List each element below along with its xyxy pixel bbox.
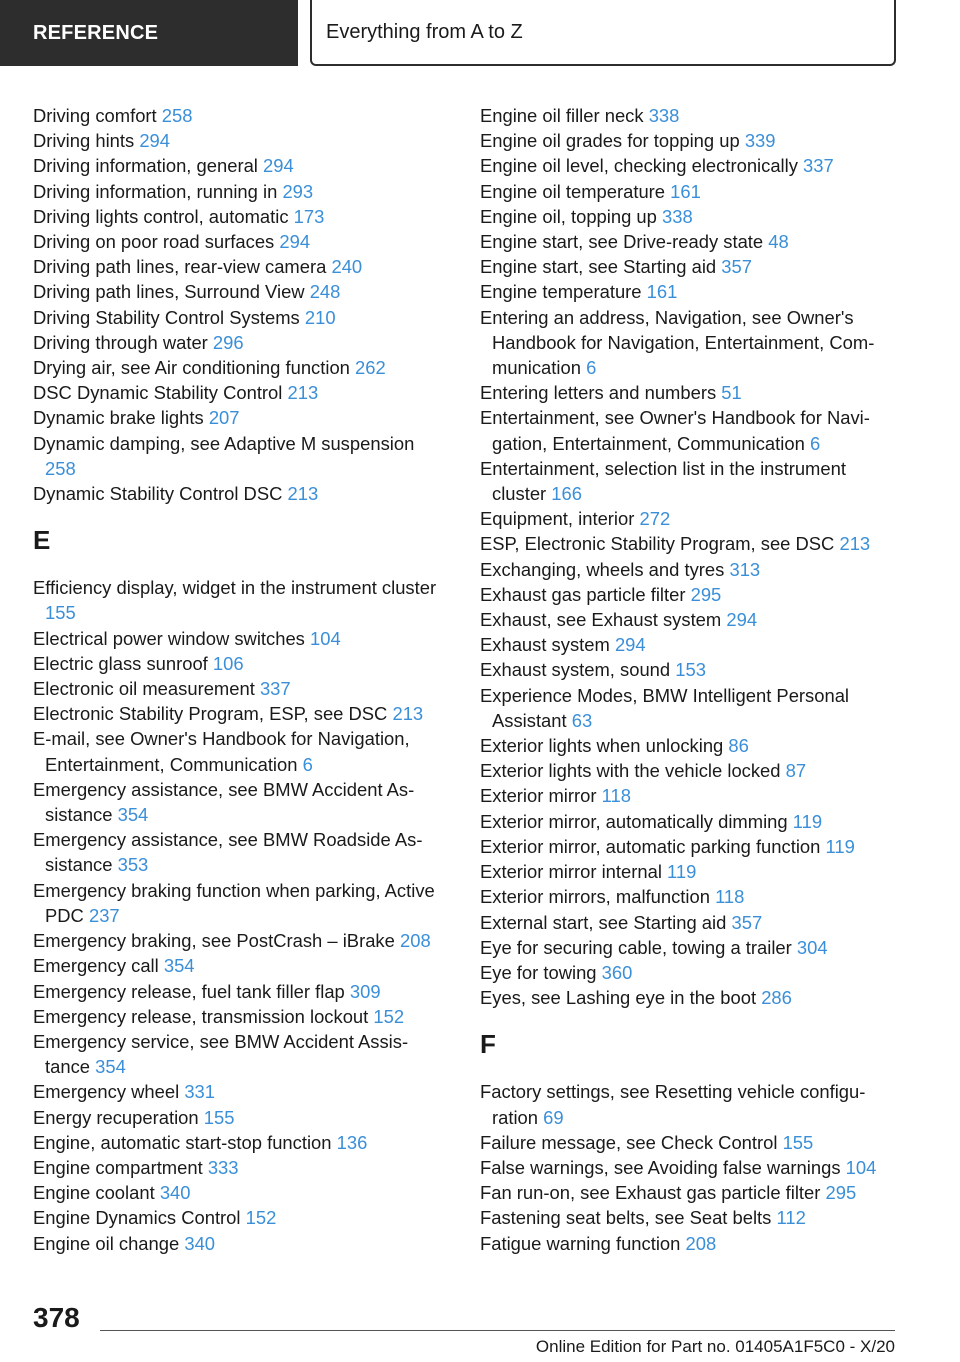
- index-entry: [33, 575, 445, 625]
- index-entry: [480, 254, 892, 279]
- index-entry-term: Fan run-on, see Exhaust gas particle filter: [480, 1182, 821, 1204]
- index-entry-term: Driving information, running in: [33, 180, 278, 202]
- index-entry: [33, 481, 445, 506]
- index-entry: [480, 128, 892, 153]
- page-reference-link[interactable]: 340: [159, 1182, 191, 1204]
- page-reference-link[interactable]: 258: [45, 457, 76, 479]
- index-entry-term: Experience Modes, BMW Intelligent Personal Assistant: [480, 684, 850, 731]
- index-entry: [480, 859, 892, 884]
- index-entry-term: Exhaust gas particle filter: [480, 583, 686, 605]
- page-reference-link[interactable]: 119: [792, 810, 823, 832]
- page-reference-link[interactable]: 213: [287, 382, 319, 404]
- index-entry-term: E-mail, see Owner's Handbook for Navigation, Entertainment, Communication: [33, 728, 410, 775]
- page-reference-link[interactable]: 337: [803, 155, 834, 177]
- index-entry-term: Emergency braking function when parking, Active PDC: [33, 879, 435, 926]
- page-reference-link[interactable]: 155: [45, 602, 76, 624]
- page-reference-link[interactable]: 155: [203, 1106, 235, 1128]
- page-reference-link[interactable]: 213: [839, 533, 871, 555]
- page-reference-link[interactable]: 152: [245, 1207, 277, 1229]
- index-entry-term: Engine start, see Starting aid: [480, 256, 717, 278]
- index-entry: [480, 758, 892, 783]
- index-entry-term: Driving hints: [33, 130, 135, 152]
- index-entry: [480, 834, 892, 859]
- index-entry: [480, 1205, 892, 1230]
- index-column-right: [480, 103, 892, 1256]
- index-entry-term: Factory settings, see Resetting vehicle configuration: [480, 1081, 866, 1128]
- index-entry-term: Engine oil level, checking electronically: [480, 155, 798, 177]
- index-entry: [480, 733, 892, 758]
- index-entry: [33, 1029, 445, 1079]
- index-entry: [480, 380, 892, 405]
- index-entry-term: Driving Stability Control Systems: [33, 306, 300, 328]
- index-entry: [480, 405, 892, 455]
- page-reference-link[interactable]: 294: [726, 609, 758, 631]
- index-entry: [33, 204, 445, 229]
- index-letter-heading: F: [480, 1029, 496, 1060]
- index-entry: [480, 557, 892, 582]
- index-entry: [33, 405, 445, 430]
- index-entry: [480, 153, 892, 178]
- index-entry: [33, 179, 445, 204]
- index-entry-term: Exhaust system: [480, 634, 610, 656]
- index-entry: [33, 878, 445, 928]
- index-entry: [480, 1155, 892, 1180]
- index-entry-term: Entertainment, selection list in the instrument cluster: [480, 457, 846, 505]
- page-reference-link[interactable]: 166: [551, 483, 582, 505]
- page-reference-link[interactable]: 112: [776, 1207, 806, 1229]
- index-entry: [33, 979, 445, 1004]
- page-header: [0, 0, 960, 66]
- page-reference-link[interactable]: 309: [349, 980, 381, 1002]
- index-entry-term: Emergency assistance, see BMW Accident Assistance: [33, 778, 415, 826]
- page-reference-link[interactable]: 87: [785, 760, 807, 782]
- page-reference-link[interactable]: 161: [646, 281, 678, 303]
- index-entry-term: Equipment, interior: [480, 508, 635, 530]
- index-entry-term: Fastening seat belts, see Seat belts: [480, 1207, 772, 1229]
- page-reference-link[interactable]: 153: [675, 659, 706, 681]
- index-entry: [33, 777, 445, 827]
- index-entry-term: Eye for securing cable, towing a trailer: [480, 936, 792, 958]
- index-letter-heading: E: [33, 525, 51, 556]
- index-entry: [33, 254, 445, 279]
- index-entry-term: Energy recuperation: [33, 1106, 199, 1128]
- index-entry: [480, 683, 892, 733]
- page-reference-link[interactable]: 152: [373, 1005, 405, 1027]
- page-number: 378: [33, 1302, 80, 1333]
- index-entry: [33, 626, 445, 651]
- index-entry-term: Engine, automatic start-stop function: [33, 1131, 332, 1153]
- index-entry: [480, 607, 892, 632]
- index-entry: [33, 1231, 445, 1256]
- index-entry-term: Driving path lines, Surround View: [33, 281, 305, 303]
- index-entry-term: Electric glass sunroof: [33, 652, 208, 674]
- index-entry: [33, 1155, 445, 1180]
- index-entry: [480, 305, 892, 381]
- index-entry-term: Entering an address, Navigation, see Owner's Handbook for Navigation, Entertainment, Communication: [480, 306, 875, 379]
- index-entry: [480, 1079, 892, 1129]
- page-reference-link[interactable]: 207: [208, 407, 240, 429]
- page-reference-link[interactable]: 48: [768, 231, 789, 253]
- index-entry-term: Driving comfort: [33, 105, 157, 126]
- page-reference-link[interactable]: 295: [825, 1182, 857, 1204]
- page-reference-link[interactable]: 106: [212, 652, 244, 674]
- index-entry-term: Engine compartment: [33, 1156, 203, 1178]
- page-reference-link[interactable]: 237: [88, 904, 120, 926]
- page-reference-link[interactable]: 248: [309, 281, 341, 303]
- index-entry-term: Emergency assistance, see BMW Roadside Assistance: [33, 829, 423, 876]
- index-entry-term: Engine oil grades for topping up: [480, 130, 740, 152]
- page-reference-link[interactable]: 353: [117, 854, 149, 876]
- index-entry-term: Entering letters and numbers: [480, 382, 717, 404]
- index-entry-term: Drying air, see Air conditioning function: [33, 357, 350, 379]
- index-entry: [33, 279, 445, 304]
- index-entry: [33, 355, 445, 380]
- index-entry-term: Exterior lights when unlocking: [480, 735, 724, 757]
- index-entry-term: Eye for towing: [480, 961, 597, 983]
- page-reference-link[interactable]: 272: [639, 508, 671, 530]
- index-entry: [33, 153, 445, 178]
- index-entry-term: Exchanging, wheels and tyres: [480, 558, 725, 580]
- index-entry-term: Failure message, see Check Control: [480, 1131, 778, 1153]
- index-entry-term: False warnings, see Avoiding false warnings: [480, 1156, 841, 1178]
- index-entry: [33, 827, 445, 877]
- page-reference-link[interactable]: 294: [614, 634, 646, 656]
- index-entry-term: Engine oil temperature: [480, 180, 666, 202]
- index-entry-term: External start, see Starting aid: [480, 911, 727, 933]
- index-entry: [480, 531, 892, 556]
- index-entry: [33, 1205, 445, 1230]
- page-reference-link[interactable]: 118: [715, 886, 745, 908]
- page-reference-link[interactable]: 6: [809, 432, 821, 454]
- index-entry-term: Emergency release, transmission lockout: [33, 1005, 369, 1027]
- page-reference-link[interactable]: 294: [139, 130, 170, 152]
- index-entry-term: Engine start, see Drive-ready state: [480, 231, 764, 253]
- page-reference-link[interactable]: 339: [744, 130, 776, 152]
- index-column-left: [33, 103, 445, 1256]
- index-entry-term: Engine oil filler neck: [480, 105, 644, 126]
- index-entry-term: ESP, Electronic Stability Program, see DSC: [480, 533, 835, 555]
- page-reference-link[interactable]: 357: [731, 911, 763, 933]
- footer-edition: Online Edition for Part no. 01405A1F5C0 - X/20: [535, 1337, 895, 1356]
- index-entry-term: Eyes, see Lashing eye in the boot: [480, 987, 757, 1009]
- index-entry: [33, 380, 445, 405]
- index-entry: [33, 1079, 445, 1104]
- index-entry: [33, 305, 445, 330]
- index-entry-term: Exterior mirror, automatic parking function: [480, 835, 821, 857]
- page-reference-link[interactable]: 119: [825, 835, 855, 857]
- index-entry-term: Emergency braking, see PostCrash – iBrake: [33, 930, 395, 952]
- page-reference-link[interactable]: 86: [728, 735, 749, 757]
- page-reference-link[interactable]: 286: [761, 987, 792, 1009]
- index-entry: [480, 582, 892, 607]
- index-entry-term: Exterior mirror internal: [480, 861, 662, 883]
- page-reference-link[interactable]: 240: [331, 256, 363, 278]
- index-entry: [33, 1180, 445, 1205]
- page-reference-link[interactable]: 354: [117, 804, 149, 826]
- page-reference-link[interactable]: 338: [648, 105, 680, 126]
- index-entry-term: Emergency release, fuel tank filler flap: [33, 980, 345, 1002]
- page-reference-link[interactable]: 338: [662, 205, 693, 227]
- index-entry: [33, 651, 445, 676]
- index-entry: [480, 1130, 892, 1155]
- index-entry: [480, 229, 892, 254]
- index-entry: [33, 1105, 445, 1130]
- index-entry-term: Driving on poor road surfaces: [33, 231, 275, 253]
- index-entry: [480, 985, 892, 1010]
- page-reference-link[interactable]: 136: [336, 1131, 368, 1153]
- index-entry-term: Electronic oil measurement: [33, 678, 255, 700]
- index-entry: [33, 431, 445, 481]
- page-reference-link[interactable]: 313: [729, 558, 761, 580]
- page-reference-link[interactable]: 118: [601, 785, 631, 807]
- index-entry-term: Entertainment, see Owner's Handbook for Navigation, Entertainment, Communication: [480, 407, 870, 454]
- index-entry: [33, 128, 445, 153]
- index-entry: [33, 330, 445, 355]
- page-reference-link[interactable]: 331: [184, 1081, 215, 1103]
- index-entry: [480, 1231, 892, 1256]
- index-entry-term: Engine coolant: [33, 1182, 155, 1204]
- index-entry-term: Efficiency display, widget in the instrument cluster: [33, 577, 437, 599]
- page-reference-link[interactable]: 262: [355, 357, 386, 379]
- page-reference-link[interactable]: 337: [259, 678, 291, 700]
- index-entry: [480, 506, 892, 531]
- page-reference-link[interactable]: 354: [95, 1056, 126, 1078]
- index-entry-term: Electronic Stability Program, ESP, see DSC: [33, 703, 388, 725]
- page-reference-link[interactable]: 69: [543, 1106, 564, 1128]
- page-reference-link[interactable]: 213: [287, 483, 319, 505]
- chapter-title: Everything from A to Z: [310, 0, 896, 66]
- index-entry-term: Emergency service, see BMW Accident Assistance: [33, 1030, 409, 1078]
- page-reference-link[interactable]: 295: [690, 583, 722, 605]
- section-tab: REFERENCE: [0, 0, 298, 66]
- page-reference-link[interactable]: 258: [161, 105, 193, 126]
- index-entry: [33, 676, 445, 701]
- page-reference-link[interactable]: 119: [667, 861, 697, 883]
- page-reference-link[interactable]: 104: [845, 1156, 877, 1178]
- index-entry-term: Exterior mirror: [480, 785, 597, 807]
- index-entry-term: Fatigue warning function: [480, 1232, 681, 1254]
- index-entry-term: Exterior mirrors, malfunction: [480, 886, 710, 908]
- page-reference-link[interactable]: 357: [721, 256, 752, 278]
- index-entry-term: Driving path lines, rear-view camera: [33, 256, 327, 278]
- index-entry: [480, 632, 892, 657]
- index-entry-term: Electrical power window switches: [33, 627, 305, 649]
- index-entry-term: Emergency wheel: [33, 1081, 180, 1103]
- footer-divider: [100, 1330, 895, 1331]
- page-reference-link[interactable]: 104: [310, 627, 341, 649]
- index-entry: [480, 1180, 892, 1205]
- page-reference-link[interactable]: 173: [293, 205, 325, 227]
- index-entry: [480, 960, 892, 985]
- page-reference-link[interactable]: 208: [399, 930, 431, 952]
- index-entry: [480, 179, 892, 204]
- index-entry: [480, 935, 892, 960]
- page-reference-link[interactable]: 340: [184, 1232, 216, 1254]
- page-reference-link[interactable]: 161: [670, 180, 701, 202]
- index-entry-term: Engine temperature: [480, 281, 642, 303]
- page-reference-link[interactable]: 360: [601, 961, 633, 983]
- page-reference-link[interactable]: 333: [207, 1156, 239, 1178]
- index-entry-term: Exhaust, see Exhaust system: [480, 609, 722, 631]
- index-entry: [33, 1130, 445, 1155]
- index-entry-term: Driving information, general: [33, 155, 258, 177]
- page-reference-link[interactable]: 210: [304, 306, 336, 328]
- page-reference-link[interactable]: 293: [282, 180, 314, 202]
- index-entry: [480, 884, 892, 909]
- index-entry-term: Engine oil change: [33, 1232, 180, 1254]
- page-reference-link[interactable]: 294: [263, 155, 294, 177]
- index-entry: [480, 657, 892, 682]
- index-entry-term: Emergency call: [33, 955, 159, 977]
- index-entry: [33, 103, 445, 128]
- page-reference-link[interactable]: 296: [212, 331, 244, 353]
- index-entry-term: Exterior mirror, automatically dimming: [480, 810, 788, 832]
- page-reference-link[interactable]: 63: [571, 709, 593, 731]
- index-entry-term: Dynamic brake lights: [33, 407, 204, 429]
- page-reference-link[interactable]: 208: [685, 1232, 717, 1254]
- index-entry: [480, 910, 892, 935]
- index-entry: [480, 809, 892, 834]
- index-entry: [33, 1004, 445, 1029]
- index-entry: [480, 783, 892, 808]
- index-entry-term: Exhaust system, sound: [480, 659, 671, 681]
- index-entry: [480, 456, 892, 506]
- page-reference-link[interactable]: 213: [392, 703, 424, 725]
- page-reference-link[interactable]: 294: [279, 231, 311, 253]
- index-entry-term: Engine Dynamics Control: [33, 1207, 241, 1229]
- page-reference-link[interactable]: 155: [782, 1131, 814, 1153]
- index-entry: [480, 279, 892, 304]
- index-entry-term: Engine oil, topping up: [480, 205, 657, 227]
- index-entry: [33, 953, 445, 978]
- page-reference-link[interactable]: 304: [796, 936, 828, 958]
- index-entry: [33, 229, 445, 254]
- index-entry-term: Dynamic Stability Control DSC: [33, 483, 283, 505]
- page-reference-link[interactable]: 6: [302, 753, 313, 775]
- index-entry-term: DSC Dynamic Stability Control: [33, 382, 283, 404]
- page-reference-link[interactable]: 354: [163, 955, 195, 977]
- index-entry-term: Exterior lights with the vehicle locked: [480, 760, 781, 782]
- index-entry: [33, 701, 445, 726]
- index-entry: [33, 726, 445, 776]
- page-reference-link[interactable]: 51: [721, 382, 742, 404]
- page-reference-link[interactable]: 6: [586, 357, 597, 379]
- index-entry-term: Driving through water: [33, 331, 208, 353]
- index-entry: [33, 928, 445, 953]
- index-entry: [480, 204, 892, 229]
- index-entry-term: Dynamic damping, see Adaptive M suspension: [33, 432, 415, 454]
- index-entry-term: Driving lights control, automatic: [33, 205, 289, 227]
- index-entry: [480, 103, 892, 128]
